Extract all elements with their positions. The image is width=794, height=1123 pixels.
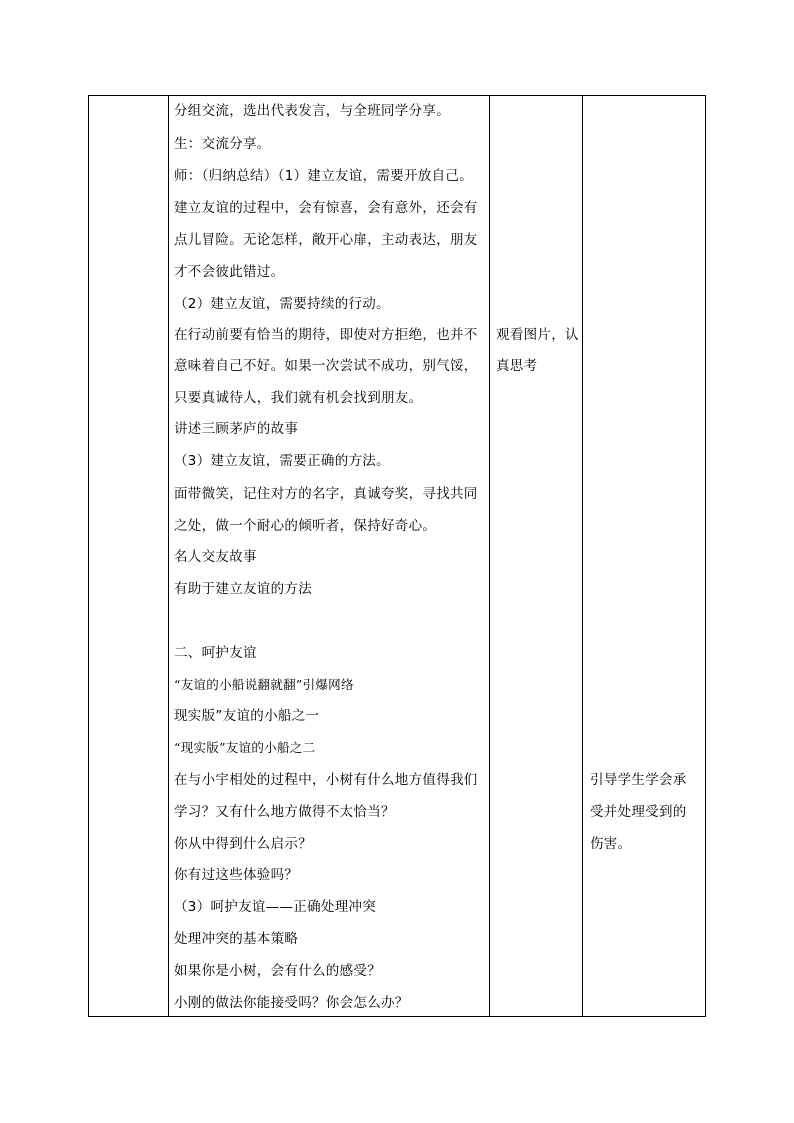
content-line: 你有过这些体验吗？ [174, 867, 299, 883]
design-intent-line: 引导学生学会承 [590, 772, 687, 788]
content-line: 名人交友故事 [174, 549, 257, 565]
content-line: 你从中得到什么启示？ [174, 836, 312, 852]
content-line: 讲述三顾茅庐的故事 [174, 421, 299, 437]
content-line: 之处，做一个耐心的倾听者，保持好奇心。 [174, 518, 437, 534]
content-line: “现实版”友谊的小船之二 [174, 740, 316, 755]
content-line: 如果你是小树，会有什么的感受？ [174, 963, 381, 979]
column-divider-1 [168, 96, 169, 1016]
content-line: 现实版”友谊的小船之一 [174, 708, 320, 724]
section-heading: 二、呵护友谊 [174, 645, 257, 661]
design-intent-line: 受并处理受到的 [590, 804, 687, 820]
content-line: 在行动前要有恰当的期待，即使对方拒绝，也并不 [174, 327, 478, 343]
content-line: （2）建立友谊，需要持续的行动。 [174, 296, 390, 312]
content-line: 建立友谊的过程中，会有惊喜，会有意外，还会有 [174, 200, 478, 216]
content-line: 在与小宇相处的过程中，小树有什么地方值得我们 [174, 772, 478, 788]
content-line: 面带微笑，记住对方的名字，真诚夸奖，寻找共同 [174, 486, 478, 502]
content-line: 意味着自己不好。如果一次尝试不成功，别气馁， [174, 358, 478, 374]
content-line: “友谊的小船说翻就翻”引爆网络 [174, 677, 354, 692]
content-line: 有助于建立友谊的方法 [174, 581, 312, 597]
content-line: （3）呵护友谊——正确处理冲突 [174, 899, 377, 915]
content-line: 点儿冒险。无论怎样，敞开心扉，主动表达，朋友 [174, 232, 478, 248]
content-line: 处理冲突的基本策略 [174, 931, 299, 947]
content-line: 才不会彼此错过。 [174, 264, 285, 280]
student-activity-line: 真思考 [496, 358, 538, 374]
content-line: 分组交流，选出代表发言，与全班同学分享。 [174, 103, 450, 119]
content-line: 学习？又有什么地方做得不太恰当？ [174, 804, 395, 820]
content-line: 小刚的做法你能接受吗？你会怎么办？ [174, 995, 409, 1011]
column-divider-3 [582, 96, 583, 1016]
content-line: （3）建立友谊，需要正确的方法。 [174, 453, 390, 469]
content-line: 生：交流分享。 [174, 136, 271, 152]
content-line: 只要真诚待人，我们就有机会找到朋友。 [174, 390, 423, 406]
design-intent-line: 伤害。 [590, 836, 632, 852]
column-divider-2 [489, 96, 490, 1016]
content-line: 师：（归纳总结）（1）建立友谊，需要开放自己。 [174, 168, 473, 184]
student-activity-line: 观看图片，认 [496, 327, 579, 343]
